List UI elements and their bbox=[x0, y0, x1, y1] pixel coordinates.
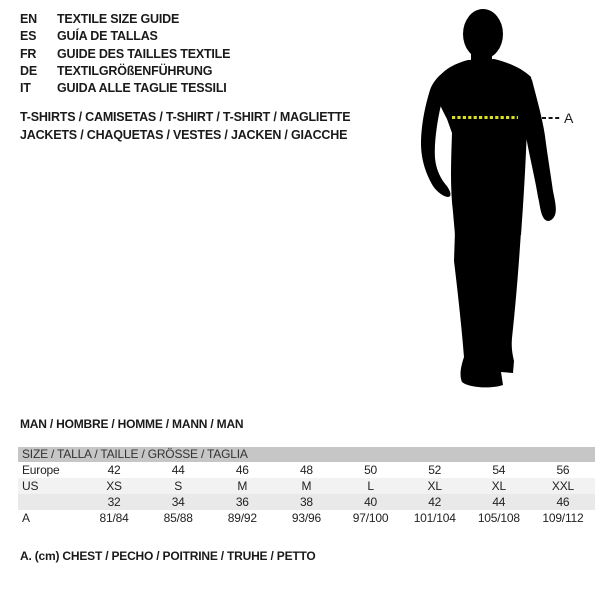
row-label: A bbox=[18, 510, 82, 526]
size-row-us bbox=[18, 478, 595, 494]
size-value: 52 bbox=[403, 462, 467, 478]
language-code: ES bbox=[20, 29, 37, 44]
language-list bbox=[20, 11, 230, 97]
size-value: 105/108 bbox=[467, 510, 531, 526]
language-row bbox=[20, 28, 230, 45]
language-row bbox=[20, 63, 230, 80]
size-value: 46 bbox=[531, 494, 595, 510]
size-value: L bbox=[339, 478, 403, 494]
size-value: 48 bbox=[274, 462, 338, 478]
size-value: 44 bbox=[146, 462, 210, 478]
size-row-a-chest bbox=[18, 510, 595, 526]
language-row bbox=[20, 11, 230, 28]
size-value: 50 bbox=[339, 462, 403, 478]
size-value: XL bbox=[467, 478, 531, 494]
size-value: 93/96 bbox=[274, 510, 338, 526]
size-value: 42 bbox=[403, 494, 467, 510]
size-value: 32 bbox=[82, 494, 146, 510]
size-table-header: SIZE / TALLA / TAILLE / GRÖSSE / TAGLIA bbox=[18, 447, 595, 462]
language-row bbox=[20, 80, 230, 97]
language-row bbox=[20, 46, 230, 63]
category-line-tshirts: T-SHIRTS / CAMISETAS / T-SHIRT / T-SHIRT / MAGLIETTE bbox=[20, 110, 351, 124]
category-line-jackets: JACKETS / CHAQUETAS / VESTES / JACKEN / GIACCHE bbox=[20, 127, 348, 142]
size-value: 89/92 bbox=[210, 510, 274, 526]
size-value: 38 bbox=[274, 494, 338, 510]
size-value: 36 bbox=[210, 494, 274, 510]
language-title: GUIDE DES TAILLES TEXTILE bbox=[57, 46, 231, 61]
size-value: S bbox=[146, 478, 210, 494]
size-value: M bbox=[274, 478, 338, 494]
size-value: XL bbox=[403, 478, 467, 494]
size-table-header-row bbox=[18, 447, 595, 462]
size-value: 54 bbox=[467, 462, 531, 478]
size-value: XS bbox=[82, 478, 146, 494]
language-code: EN bbox=[20, 12, 37, 26]
size-value: 56 bbox=[531, 462, 595, 478]
measure-label-a: A bbox=[564, 110, 574, 126]
size-value: 34 bbox=[146, 494, 210, 510]
language-title: GUIDA ALLE TAGLIE TESSILI bbox=[57, 81, 227, 96]
size-value: 109/112 bbox=[531, 510, 595, 526]
language-title: TEXTILGRÖßENFÜHRUNG bbox=[57, 63, 213, 78]
size-value: 40 bbox=[339, 494, 403, 510]
size-value: 97/100 bbox=[339, 510, 403, 526]
man-silhouette bbox=[421, 9, 556, 387]
man-silhouette-figure bbox=[405, 0, 600, 400]
size-row-europe bbox=[18, 462, 595, 478]
section-title-man: MAN / HOMBRE / HOMME / MANN / MAN bbox=[20, 417, 244, 431]
footnote-chest: A. (cm) CHEST / PECHO / POITRINE / TRUHE / PETTO bbox=[20, 549, 316, 563]
language-code: IT bbox=[20, 81, 31, 96]
size-value: 42 bbox=[82, 462, 146, 478]
size-value: 46 bbox=[210, 462, 274, 478]
size-value: 44 bbox=[467, 494, 531, 510]
size-value: XXL bbox=[531, 478, 595, 494]
language-code: DE bbox=[20, 63, 37, 78]
size-value: 85/88 bbox=[146, 510, 210, 526]
size-table bbox=[18, 447, 595, 526]
silhouette-legs bbox=[454, 231, 521, 387]
language-title: TEXTILE SIZE GUIDE bbox=[57, 12, 180, 26]
size-value: 101/104 bbox=[403, 510, 467, 526]
size-value: 81/84 bbox=[82, 510, 146, 526]
row-label bbox=[18, 494, 82, 510]
language-title: GUÍA DE TALLAS bbox=[57, 29, 158, 44]
category-list bbox=[20, 109, 350, 144]
size-row-numeric bbox=[18, 494, 595, 510]
language-code: FR bbox=[20, 46, 37, 61]
row-label: US bbox=[18, 478, 82, 494]
row-label: Europe bbox=[18, 462, 82, 478]
size-value: M bbox=[210, 478, 274, 494]
